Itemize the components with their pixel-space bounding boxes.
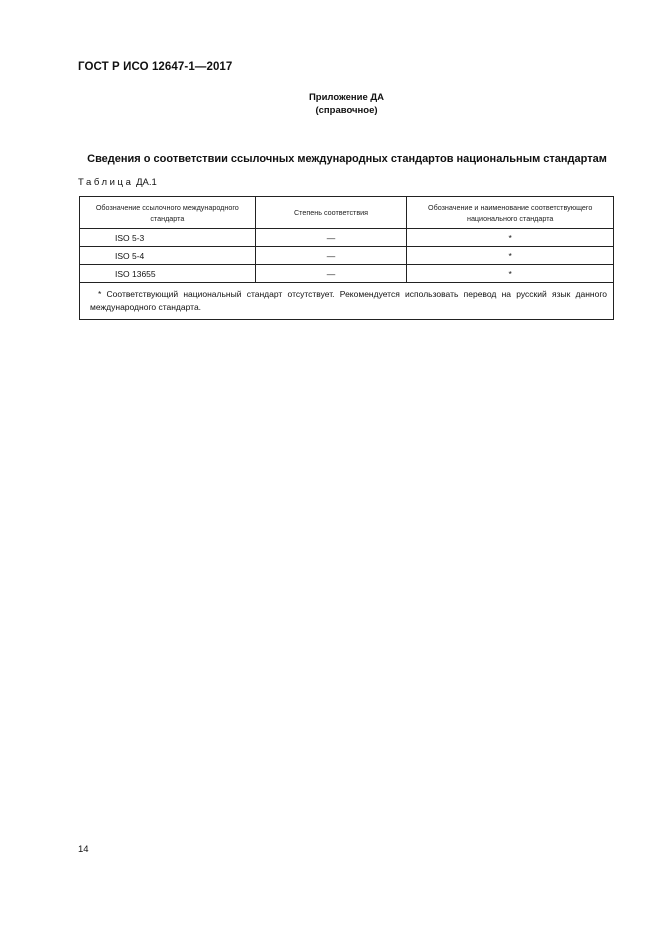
section-title: Сведения о соответствии ссылочных международных стандартов национальным стандартам (87, 153, 607, 165)
table-row (80, 247, 614, 265)
cell-degree: — (255, 265, 407, 283)
appendix-title: Приложение ДА (308, 92, 385, 103)
page-number: 14 (78, 844, 89, 855)
table-row (80, 229, 614, 247)
cell-national-standard: * (407, 247, 614, 265)
cell-degree: — (255, 229, 407, 247)
cell-international-standard: ISO 13655 (80, 265, 256, 283)
correspondence-table (79, 196, 614, 320)
table-caption (78, 177, 157, 188)
table-row (80, 265, 614, 283)
footnote-text: * Соответствующий национальный стандарт отсутствует. Рекомендуется использовать перевод на русский язык данного международного стандарта. (90, 289, 607, 312)
table-footnote (80, 283, 614, 320)
table-footnote-row (80, 283, 614, 320)
appendix-subtitle: (справочное) (315, 105, 378, 116)
cell-international-standard: ISO 5-3 (80, 229, 256, 247)
table-caption-number: ДА.1 (136, 177, 157, 188)
header-international-standard: Обозначение ссылочного международного стандарта (80, 197, 256, 229)
table-header-row (80, 197, 614, 229)
table-caption-word: Таблица (78, 177, 134, 188)
cell-national-standard: * (407, 229, 614, 247)
header-national-standard: Обозначение и наименование соответствующего национального стандарта (407, 197, 614, 229)
cell-international-standard: ISO 5-4 (80, 247, 256, 265)
cell-degree: — (255, 247, 407, 265)
header-degree-of-conformity: Степень соответствия (255, 197, 407, 229)
document-code-header: ГОСТ Р ИСО 12647-1—2017 (78, 61, 233, 73)
cell-national-standard: * (407, 265, 614, 283)
